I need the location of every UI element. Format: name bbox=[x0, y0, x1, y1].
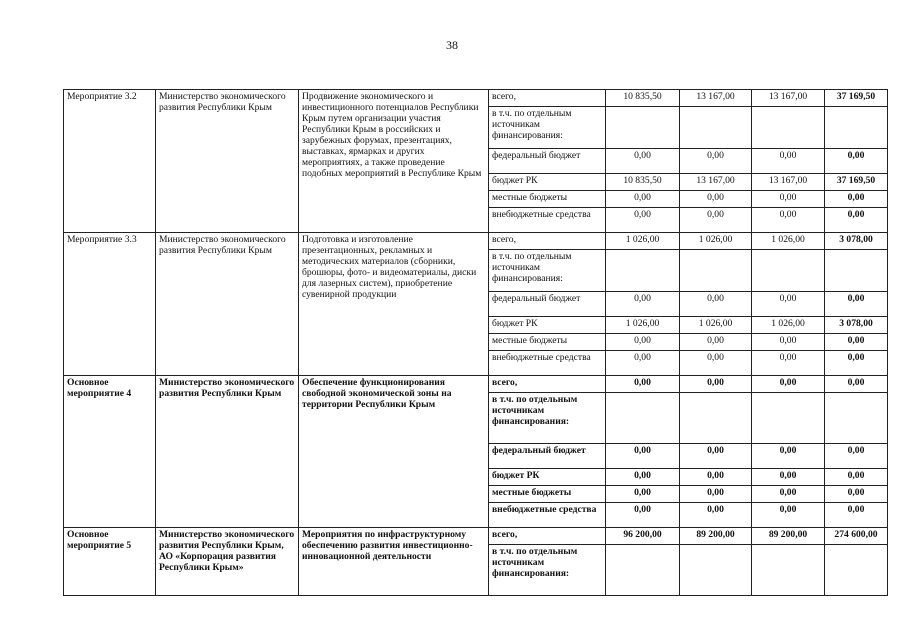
funding-source-label: бюджет РК bbox=[489, 174, 606, 191]
amount-year: 0,00 bbox=[752, 444, 825, 469]
amount-year: 0,00 bbox=[606, 149, 680, 174]
amount-year: 0,00 bbox=[680, 149, 752, 174]
funding-source-label: бюджет РК bbox=[489, 317, 606, 334]
funding-source-label: внебюджетные средства bbox=[489, 503, 606, 528]
activity-description: Продвижение экономического и инвестиционного потенциалов Республики Крым путем организации участия Республики Крым в российских и зарубежных форумах, презентациях, выставках, ярмарках и других мероприятиях, а также проведение подобных мероприятий в Республике Крым bbox=[299, 90, 489, 233]
funding-source-label: в т.ч. по отдельным источникам финансирования: bbox=[489, 107, 606, 149]
amount-year: 13 167,00 bbox=[680, 174, 752, 191]
amount-total: 0,00 bbox=[825, 376, 888, 393]
amount-year: 0,00 bbox=[752, 334, 825, 351]
funding-source-label: всего, bbox=[489, 90, 606, 107]
table-row bbox=[64, 90, 888, 107]
activity-name: Мероприятие 3.2 bbox=[64, 90, 156, 233]
funding-source-label: местные бюджеты bbox=[489, 486, 606, 503]
amount-year: 0,00 bbox=[606, 469, 680, 486]
amount-total: 274 600,00 bbox=[825, 528, 888, 545]
amount-total: 0,00 bbox=[825, 503, 888, 528]
amount-total bbox=[825, 545, 888, 596]
amount-year: 1 026,00 bbox=[606, 233, 680, 250]
amount-year: 0,00 bbox=[680, 292, 752, 317]
table-row bbox=[64, 528, 888, 545]
amount-total: 37 169,50 bbox=[825, 174, 888, 191]
amount-year bbox=[680, 250, 752, 292]
amount-year bbox=[752, 107, 825, 149]
amount-year: 0,00 bbox=[606, 191, 680, 208]
funding-source-label: всего, bbox=[489, 376, 606, 393]
amount-year: 96 200,00 bbox=[606, 528, 680, 545]
amount-total: 3 078,00 bbox=[825, 317, 888, 334]
activity-name: Основное мероприятие 4 bbox=[64, 376, 156, 528]
amount-year: 0,00 bbox=[752, 292, 825, 317]
amount-year: 0,00 bbox=[606, 486, 680, 503]
amount-year: 0,00 bbox=[606, 334, 680, 351]
activity-executor: Министерство экономического развития Республики Крым bbox=[156, 90, 299, 233]
amount-year: 0,00 bbox=[752, 469, 825, 486]
funding-source-label: федеральный бюджет bbox=[489, 444, 606, 469]
amount-year: 0,00 bbox=[606, 376, 680, 393]
activity-description: Обеспечение функционирования свободной экономической зоны на территории Республики Крым bbox=[299, 376, 489, 528]
funding-source-label: внебюджетные средства bbox=[489, 208, 606, 233]
amount-total: 0,00 bbox=[825, 486, 888, 503]
amount-year: 0,00 bbox=[752, 503, 825, 528]
amount-year: 13 167,00 bbox=[752, 174, 825, 191]
funding-source-label: местные бюджеты bbox=[489, 334, 606, 351]
funding-source-label: в т.ч. по отдельным источникам финансирования: bbox=[489, 250, 606, 292]
table-row bbox=[64, 233, 888, 250]
amount-year bbox=[606, 545, 680, 596]
amount-total bbox=[825, 393, 888, 444]
amount-year bbox=[752, 545, 825, 596]
activity-description: Подготовка и изготовление презентационных, рекламных и методических материалов (сборники, брошюры, фото- и видеоматериалы, диски для лазерных систем), приобретение сувенирной продукции bbox=[299, 233, 489, 376]
amount-year: 1 026,00 bbox=[752, 317, 825, 334]
amount-total: 0,00 bbox=[825, 292, 888, 317]
amount-year: 1 026,00 bbox=[680, 233, 752, 250]
amount-total: 3 078,00 bbox=[825, 233, 888, 250]
amount-total: 0,00 bbox=[825, 444, 888, 469]
amount-total bbox=[825, 250, 888, 292]
amount-total: 0,00 bbox=[825, 208, 888, 233]
amount-total: 0,00 bbox=[825, 149, 888, 174]
funding-source-label: всего, bbox=[489, 528, 606, 545]
amount-year bbox=[606, 393, 680, 444]
amount-year: 1 026,00 bbox=[680, 317, 752, 334]
amount-year: 0,00 bbox=[680, 334, 752, 351]
funding-source-label: федеральный бюджет bbox=[489, 292, 606, 317]
funding-source-label: бюджет РК bbox=[489, 469, 606, 486]
activity-name: Мероприятие 3.3 bbox=[64, 233, 156, 376]
amount-year: 10 835,50 bbox=[606, 174, 680, 191]
amount-year: 0,00 bbox=[606, 208, 680, 233]
amount-year bbox=[752, 250, 825, 292]
amount-total: 0,00 bbox=[825, 469, 888, 486]
amount-year: 89 200,00 bbox=[680, 528, 752, 545]
amount-total: 37 169,50 bbox=[825, 90, 888, 107]
financing-table bbox=[63, 89, 888, 596]
activity-executor: Министерство экономического развития Республики Крым bbox=[156, 376, 299, 528]
amount-year: 0,00 bbox=[752, 351, 825, 376]
amount-year: 0,00 bbox=[752, 191, 825, 208]
amount-total: 0,00 bbox=[825, 351, 888, 376]
amount-year: 0,00 bbox=[680, 351, 752, 376]
table-row bbox=[64, 376, 888, 393]
amount-year: 1 026,00 bbox=[752, 233, 825, 250]
activity-description: Мероприятия по инфраструктурному обеспечению развития инвестиционно-инновационной деятельности bbox=[299, 528, 489, 596]
amount-year: 13 167,00 bbox=[680, 90, 752, 107]
amount-year: 0,00 bbox=[606, 351, 680, 376]
amount-year: 10 835,50 bbox=[606, 90, 680, 107]
amount-year: 0,00 bbox=[752, 376, 825, 393]
amount-year: 0,00 bbox=[680, 469, 752, 486]
amount-year: 0,00 bbox=[680, 208, 752, 233]
funding-source-label: в т.ч. по отдельным источникам финансирования: bbox=[489, 393, 606, 444]
amount-total bbox=[825, 107, 888, 149]
amount-year bbox=[680, 107, 752, 149]
amount-year: 0,00 bbox=[606, 503, 680, 528]
funding-source-label: в т.ч. по отдельным источникам финансирования: bbox=[489, 545, 606, 596]
amount-year: 0,00 bbox=[680, 486, 752, 503]
funding-source-label: всего, bbox=[489, 233, 606, 250]
page-number: 38 bbox=[446, 38, 458, 52]
amount-year bbox=[606, 250, 680, 292]
funding-source-label: внебюджетные средства bbox=[489, 351, 606, 376]
amount-year bbox=[680, 393, 752, 444]
amount-year: 0,00 bbox=[752, 486, 825, 503]
amount-year bbox=[680, 545, 752, 596]
amount-year: 13 167,00 bbox=[752, 90, 825, 107]
activity-executor: Министерство экономического развития Республики Крым bbox=[156, 233, 299, 376]
amount-year: 0,00 bbox=[680, 376, 752, 393]
amount-year: 0,00 bbox=[680, 191, 752, 208]
activity-name: Основное мероприятие 5 bbox=[64, 528, 156, 596]
amount-year bbox=[606, 107, 680, 149]
activity-executor: Министерство экономического развития Республики Крым, АО «Корпорация развития Республики Крым» bbox=[156, 528, 299, 596]
amount-total: 0,00 bbox=[825, 191, 888, 208]
amount-year: 1 026,00 bbox=[606, 317, 680, 334]
amount-year: 0,00 bbox=[606, 292, 680, 317]
amount-year: 89 200,00 bbox=[752, 528, 825, 545]
amount-year: 0,00 bbox=[680, 503, 752, 528]
amount-year: 0,00 bbox=[752, 208, 825, 233]
amount-year: 0,00 bbox=[680, 444, 752, 469]
funding-source-label: местные бюджеты bbox=[489, 191, 606, 208]
amount-year bbox=[752, 393, 825, 444]
funding-source-label: федеральный бюджет bbox=[489, 149, 606, 174]
amount-year: 0,00 bbox=[606, 444, 680, 469]
amount-total: 0,00 bbox=[825, 334, 888, 351]
amount-year: 0,00 bbox=[752, 149, 825, 174]
